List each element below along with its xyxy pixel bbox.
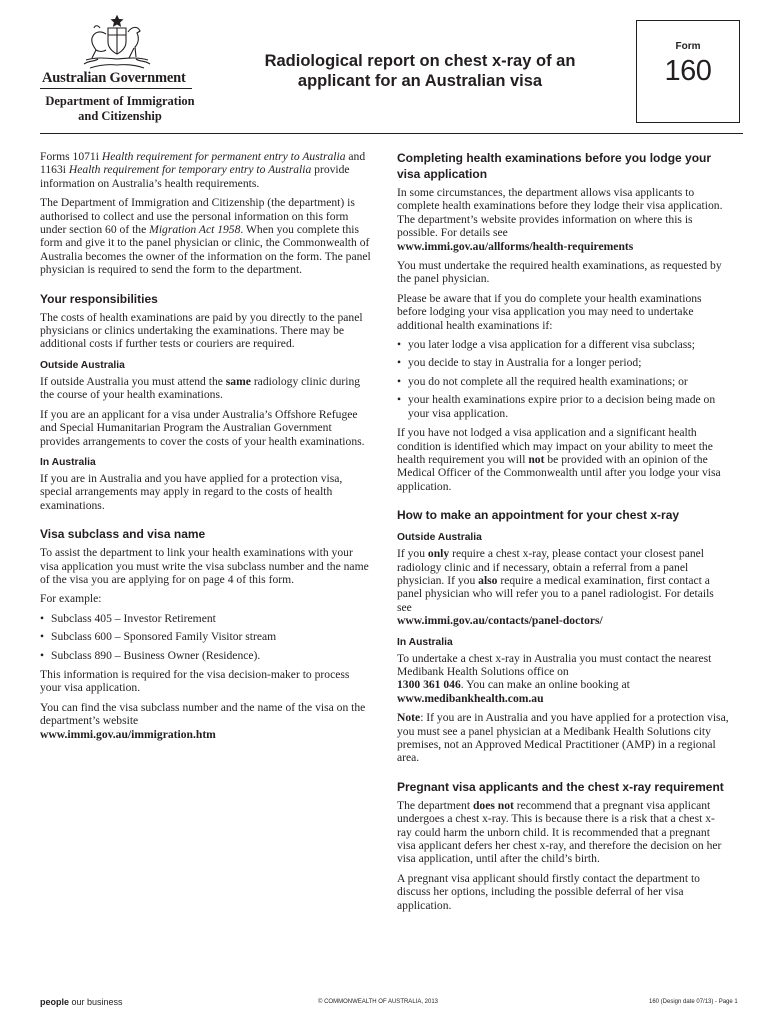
footer-copyright: © COMMONWEALTH OF AUSTRALIA, 2013 — [318, 999, 438, 1005]
list-item: • you later lodge a visa application for a different visa subclass; — [397, 338, 729, 351]
list-item: • Subclass 405 – Investor Retirement — [40, 612, 372, 625]
visa-example-list — [40, 612, 372, 662]
paragraph: For example: — [40, 592, 102, 606]
paragraph — [397, 186, 729, 253]
text-run: You can find the visa subclass number and the name of the visa on the department’s website — [40, 700, 366, 728]
phone-number[interactable]: 1300 361 046 — [397, 678, 461, 692]
text-run: In some circumstances, the department allows visa applicants to complete health examinations before they lodge their visa application. The department’s website provides information on where this is possible. For details see — [397, 186, 723, 240]
paragraph — [397, 426, 729, 493]
paragraph: A pregnant visa applicant should firstly contact the department to discuss her options, including the possible deferral of her visa application. — [397, 871, 700, 912]
health-requirements-link[interactable]: www.immi.gov.au/allforms/health-requirements — [397, 239, 634, 253]
paragraph — [397, 547, 729, 627]
brand-bold: people — [40, 997, 70, 1007]
paragraph — [397, 652, 729, 706]
coat-of-arms-icon — [78, 14, 156, 72]
paragraph: If you are in Australia and you have applied for a protection visa, special arrangements may apply in regard to the costs of health examinations. — [40, 471, 343, 512]
text-run: require a medical examination, first contact a panel physician who will refer you to a panel radiologist. For details see — [397, 573, 714, 614]
text-run: The department — [397, 798, 473, 812]
text-run: If you have not lodged a visa application and a significant health condition is identified which may impact on your ability to meet the health requirement you will — [397, 426, 713, 466]
emphasis: also — [478, 573, 498, 587]
department-line: and Citizenship — [78, 109, 162, 123]
paragraph: You must undertake the required health examinations, as requested by the panel physician. — [397, 259, 722, 286]
text-run: . You can make an online booking at — [460, 678, 630, 692]
paragraph — [40, 701, 372, 741]
text-run: radiology clinic during the course of your health examinations. — [40, 374, 361, 402]
subsection-heading: In Australia — [397, 636, 453, 648]
emphasis: does not — [472, 798, 514, 812]
paragraph — [397, 799, 729, 866]
additional-exam-list — [397, 338, 729, 420]
note-label: Note — [397, 711, 421, 725]
footer-page-info: 160 (Design date 07/13) - Page 1 — [649, 999, 738, 1005]
emphasis: not — [528, 452, 545, 466]
header-rule — [40, 133, 743, 134]
left-column — [40, 150, 372, 747]
medibank-link[interactable]: www.medibankhealth.com.au — [397, 691, 544, 705]
footer-brand — [40, 997, 123, 1007]
text-run: : If you are in Australia and you have applied for a protection visa, you must see a panel physician at a Medibank Health Solutions city premises, not an Approved Medical Practitioner (AMP) in a regional area. — [397, 711, 729, 765]
form-title-line: Radiological report on chest x-ray of an — [264, 52, 576, 70]
header-divider — [40, 88, 192, 89]
text-run: provide information on Australia’s health requirements. — [40, 163, 350, 190]
emphasis: same — [225, 374, 251, 388]
paragraph: Please be aware that if you do complete your health examinations before lodging your visa application you may need to undertake additional health examinations if: — [397, 291, 702, 332]
text-run: If outside Australia you must attend the — [40, 374, 226, 388]
text-run: If you — [397, 547, 428, 561]
form-number-box — [636, 20, 740, 123]
list-item: • Subclass 890 – Business Owner (Residence). — [40, 649, 372, 662]
subsection-heading: Outside Australia — [397, 532, 482, 544]
paragraph: If you are an applicant for a visa under Australia’s Offshore Refugee and Special Humanitarian Program the Australian Government provides arrangements to cover the costs of your health examinations. — [40, 407, 365, 448]
section-heading: Pregnant visa applicants and the chest x-ray requirement — [397, 779, 724, 794]
text-run: and 1163i — [40, 150, 366, 177]
text-run: Forms 1071i — [40, 150, 102, 163]
list-item: • your health examinations expire prior to a decision being made on your visa application. — [397, 393, 729, 420]
section-heading: Visa subclass and visa name — [40, 527, 206, 542]
text-run: require a chest x-ray, please contact your closest panel radiology clinic and if necessary, obtain a referral from a panel physician. If you — [397, 547, 705, 587]
paragraph: This information is required for the visa decision-maker to process your visa application. — [40, 667, 350, 695]
immigration-link[interactable]: www.immi.gov.au/immigration.htm — [40, 727, 216, 741]
act-name-italic: Migration Act 1958 — [149, 223, 241, 237]
department-line: Department of Immigration — [45, 94, 195, 108]
intro-paragraph — [40, 150, 372, 190]
paragraph: To assist the department to link your health examinations with your visa application you must write the visa subclass number and the name of the visa you are applying for on page 4 of this form. — [40, 546, 369, 586]
form-title — [235, 51, 605, 91]
text-run: To undertake a chest x-ray in Australia you must contact the nearest Medibank Health Solutions office on — [397, 651, 712, 678]
right-column — [397, 150, 729, 918]
form-name-italic: Health requirement for temporary entry to Australia — [68, 163, 312, 177]
list-item: • you decide to stay in Australia for a longer period; — [397, 356, 729, 369]
section-heading: How to make an appointment for your chest x-ray — [397, 508, 680, 523]
department-name — [40, 94, 200, 124]
text-run: recommend that a pregnant visa applicant undergoes a chest x-ray. This is because there is a risk that a chest x-ray could harm the unborn child. It is recommended that a pregnant visa applicant defers her chest x-ray, and therefore the decision on her visa application, until after the child’s birth. — [397, 798, 722, 866]
panel-doctors-link[interactable]: www.immi.gov.au/contacts/panel-doctors/ — [397, 614, 603, 628]
list-item: • you do not complete all the required health examinations; or — [397, 375, 729, 388]
paragraph: The costs of health examinations are paid by you directly to the panel physicians or clinics undertaking the examinations. There may be additional costs if further tests or couriers are required. — [40, 310, 363, 351]
form-number: 160 — [664, 55, 712, 87]
form-label: Form — [675, 41, 701, 52]
text-run: be provided with an opinion of the Medical Officer of the Commonwealth until after you lodge your visa application. — [397, 452, 721, 493]
form-title-line: applicant for an Australian visa — [297, 72, 543, 90]
section-heading: Completing health examinations before you lodge your visa application — [397, 151, 712, 181]
text-run: . When you complete this form and give it to the panel physician or clinic, the Commonwealth of Australia becomes the owner of the information on the form. The panel physician is required to send the form to the department. — [40, 223, 371, 277]
emphasis: only — [427, 547, 450, 561]
subsection-heading: In Australia — [40, 456, 96, 468]
paragraph — [40, 375, 372, 402]
list-item: • Subclass 600 – Sponsored Family Visitor stream — [40, 630, 372, 643]
subsection-heading: Outside Australia — [40, 359, 125, 371]
form-name-italic: Health requirement for permanent entry to Australia — [101, 150, 346, 163]
intro-paragraph — [40, 196, 372, 276]
government-name: Australian Government — [42, 70, 186, 86]
text-run: The Department of Immigration and Citizenship (the department) is authorised to collect and use the personal information on this form under section 60 of the — [40, 196, 355, 237]
note-paragraph — [397, 711, 729, 765]
brand-rest: our business — [69, 997, 123, 1007]
section-heading: Your responsibilities — [40, 291, 158, 306]
